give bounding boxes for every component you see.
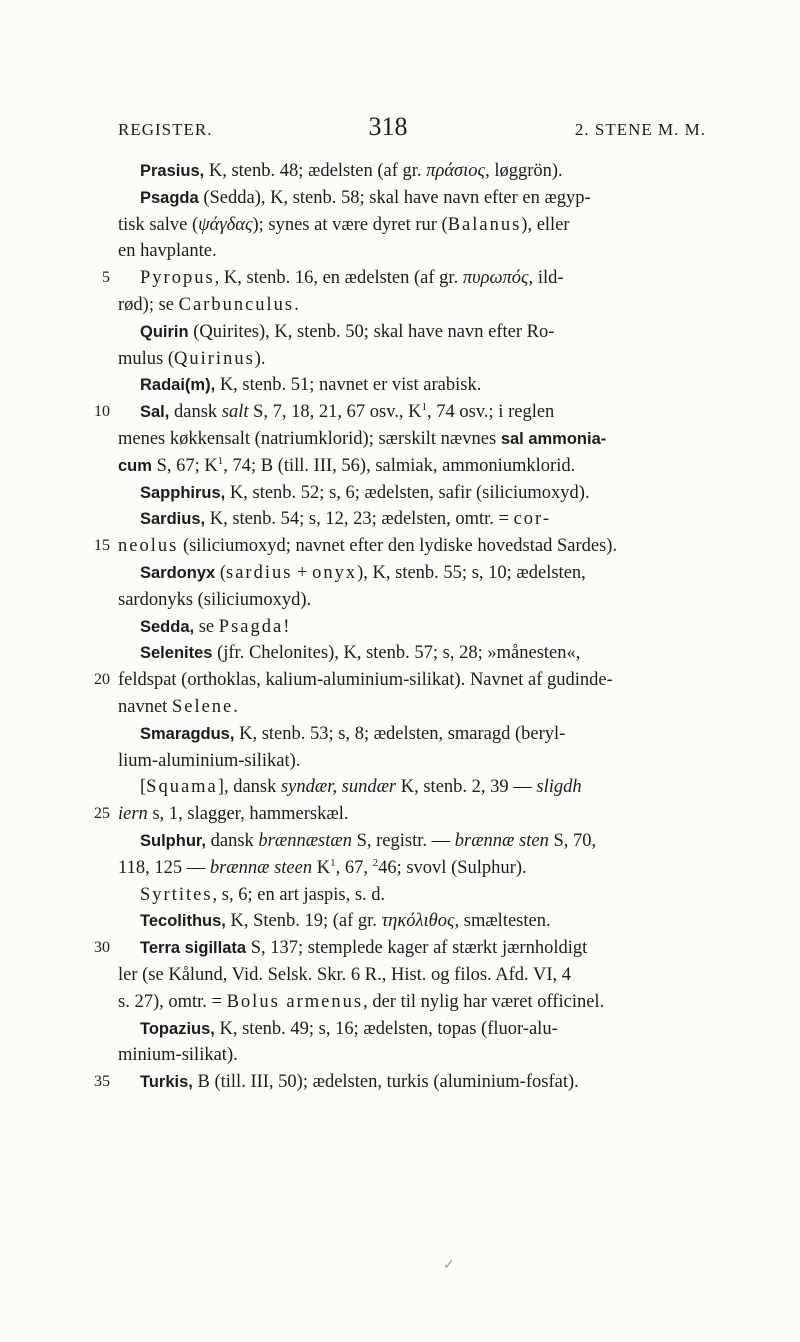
text-line [118, 587, 708, 614]
spaced-text: neolus [118, 536, 179, 557]
text-line [118, 480, 708, 507]
headword: Sapphirus, [140, 483, 226, 502]
text-segment: smæltesten. [459, 911, 551, 932]
italic-text: πράσιος, [426, 161, 490, 181]
text-segment: K, stenb. 51; navnet er vist arabisk. [215, 375, 482, 396]
text-segment: løggrön). [489, 161, 563, 181]
spaced-text: cor- [513, 509, 552, 530]
text-segment: ild- [533, 268, 564, 289]
italic-text: sligdh [536, 777, 582, 798]
headword: Turkis, [140, 1073, 193, 1092]
text-segment: tisk salve ( [118, 214, 199, 235]
text-line [94, 935, 708, 962]
italic-text: salt [221, 402, 249, 423]
line-number: 20 [94, 671, 110, 689]
text-segment: S, 67; K [151, 455, 218, 476]
text-segment: ! [283, 616, 290, 637]
superscript: 2 [372, 856, 379, 869]
italic-text: iern [118, 804, 148, 825]
text-line [118, 426, 708, 453]
headword: Sulphur, [140, 831, 206, 850]
spaced-text: Pyropus [140, 268, 215, 289]
text-line [118, 989, 708, 1016]
text-line [118, 882, 708, 909]
headword: Smaragdus, [140, 724, 235, 743]
italic-text: ψάγδας [198, 214, 253, 235]
text-line [118, 721, 708, 748]
line-number: 25 [94, 805, 110, 823]
text-line [102, 265, 708, 292]
headword: Topazius, [140, 1019, 215, 1038]
headword: Prasius, [140, 162, 205, 180]
text-line [118, 614, 708, 641]
text-segment: ), eller [521, 214, 570, 235]
text-segment: ); synes at være dyret rur ( [252, 214, 448, 235]
running-head-right: 2. STENE M. M. [574, 120, 706, 139]
text-segment: ler (se Kålund, Vid. Selsk. Skr. 6 R., Hist. og filos. Afd. VI, 4 [118, 964, 571, 985]
text-line [118, 855, 708, 882]
spaced-text: Squama [146, 777, 218, 798]
text-segment: ], dansk [217, 777, 281, 798]
text-segment: lium-aluminium-silikat). [118, 750, 301, 771]
text-segment: S, registr. — [351, 830, 455, 851]
headword: Sedda, [140, 617, 195, 636]
headword: Selenites [140, 644, 213, 663]
text-segment: (Quirites), K, stenb. 50; skal have navn efter Ro- [188, 321, 555, 342]
text-segment: ). [254, 348, 266, 369]
text-line [94, 399, 708, 426]
text-line [118, 748, 708, 775]
text-segment: , 74; B (till. III, 56), salmiak, ammoniumklorid. [223, 455, 576, 476]
spaced-text: Selene [171, 696, 234, 717]
text-line [118, 694, 708, 721]
italic-text: syndær, sundær [280, 777, 397, 798]
text-line [94, 533, 708, 560]
text-segment: , der til nylig har været officinel. [363, 991, 605, 1012]
text-line [118, 453, 708, 480]
spaced-text: Quirinus [174, 348, 255, 369]
text-line [94, 801, 708, 828]
text-line [118, 372, 708, 399]
text-segment: S, 137; stemplede kager af stærkt jærnholdigt [246, 938, 588, 959]
spaced-text: onyx [312, 562, 358, 583]
text-line [118, 346, 708, 373]
text-segment: K [312, 857, 331, 878]
spaced-text: Syrtites [140, 884, 213, 905]
text-segment: s. 27), omtr. = [118, 991, 227, 1012]
text-segment: . [294, 294, 299, 315]
text-line [118, 1042, 708, 1069]
text-segment: K, stenb. 49; s, 16; ædelsten, topas (fluor-alu- [214, 1018, 558, 1039]
text-segment: se [194, 616, 219, 637]
text-segment: sardonyks (siliciumoxyd). [118, 589, 312, 610]
headword: sal ammonia- [500, 429, 607, 448]
italic-text: brænnæ steen [209, 857, 313, 878]
italic-text: brænnæ sten [454, 830, 549, 851]
text-segment: dansk [169, 402, 222, 423]
superscript: 1 [421, 401, 428, 414]
line-number: 15 [94, 537, 110, 555]
text-segment: . [233, 696, 238, 717]
text-segment: S, 70, [548, 830, 597, 851]
text-line [118, 238, 708, 265]
text-line [118, 640, 708, 667]
text-segment: menes køkkensalt (natriumklorid); særskilt nævnes [118, 428, 501, 449]
text-segment: K, stenb. 54; s, 12, 23; ædelsten, omtr. = [205, 509, 514, 530]
text-segment: K, stenb. 52; s, 6; ædelsten, safir (siliciumoxyd). [225, 482, 590, 503]
superscript: 1 [330, 856, 336, 869]
text-line [118, 774, 708, 801]
headword: Quirin [140, 322, 189, 341]
text-line [118, 1016, 708, 1043]
text-segment: mulus ( [118, 348, 175, 369]
headword: Sardonyx [140, 563, 216, 582]
text-line [118, 506, 708, 533]
text-line [118, 828, 708, 855]
headword: Radai(m), [140, 376, 216, 395]
text-segment: K, Stenb. 19; (af gr. [225, 911, 382, 932]
text-line [118, 962, 708, 989]
text-segment: minium-silikat). [118, 1045, 238, 1066]
text-segment: , 67, [335, 857, 373, 878]
text-segment: ), K, stenb. 55; s, 10; ædelsten, [357, 562, 586, 583]
line-number: 30 [94, 939, 110, 957]
text-line [118, 158, 708, 185]
headword: Psagda [140, 188, 199, 207]
text-segment: , K, stenb. 16, en ædelsten (af gr. [214, 268, 463, 289]
stray-mark: ✓ [443, 1258, 455, 1273]
text-segment: K, stenb. 48; ædelsten (af gr. [204, 161, 427, 181]
superscript: 1 [217, 454, 224, 467]
page-header [118, 112, 706, 146]
italic-text: πυρωπός, [462, 268, 534, 289]
text-line [118, 908, 708, 935]
headword: cum [118, 456, 152, 475]
running-head-left: REGISTER. [118, 120, 213, 139]
text-segment: + [292, 562, 313, 583]
line-number: 35 [94, 1073, 110, 1091]
spaced-text: Carbunculus [178, 294, 295, 315]
text-segment: B (till. III, 50); ædelsten, turkis (aluminium-fosfat). [192, 1072, 579, 1093]
spaced-text: Psagda [218, 616, 284, 637]
text-segment: s, 1, slagger, hammerskæl. [147, 804, 349, 825]
headword: Sardius, [140, 510, 206, 529]
text-segment: navnet [118, 696, 172, 717]
text-segment: en havplante. [118, 241, 217, 262]
text-segment: [ [140, 777, 147, 798]
headword: Terra sigillata [140, 939, 247, 958]
text-segment: rød); se [118, 294, 179, 315]
text-segment: dansk [206, 830, 259, 851]
headword: Tecolithus, [140, 912, 226, 931]
spaced-text: Balanus [447, 214, 522, 235]
text-segment: 46; svovl (Sulphur). [378, 857, 527, 878]
line-number: 10 [94, 403, 110, 421]
text-line [118, 212, 708, 239]
text-line [118, 319, 708, 346]
register-entries [94, 158, 708, 1096]
headword: Sal, [140, 403, 170, 422]
text-segment: 118, 125 — [118, 857, 210, 878]
text-line [94, 1069, 708, 1096]
text-segment: , s, 6; en art jaspis, s. d. [212, 884, 386, 905]
text-line [118, 560, 708, 587]
page-number: 318 [368, 112, 408, 141]
spaced-text: sardius [226, 562, 293, 583]
text-segment: (Sedda), K, stenb. 58; skal have navn efter en ægyp- [198, 187, 591, 208]
line-number: 5 [102, 269, 110, 287]
text-segment: , 74 osv.; i reglen [427, 402, 555, 423]
text-line [94, 667, 708, 694]
text-line [118, 185, 708, 212]
text-segment: feldspat (orthoklas, kalium-aluminium-silikat). Navnet af gudinde- [118, 670, 613, 691]
spaced-text: Bolus armenus [226, 991, 364, 1012]
text-segment: K, stenb. 2, 39 — [396, 777, 537, 798]
italic-text: brænnæstæn [258, 830, 352, 851]
text-segment: S, 7, 18, 21, 67 osv., K [248, 402, 422, 423]
text-segment: K, stenb. 53; s, 8; ædelsten, smaragd (beryl- [234, 723, 566, 744]
text-segment: ( [215, 562, 226, 583]
text-segment: (jfr. Chelonites), K, stenb. 57; s, 28; »månesten«, [212, 643, 581, 664]
italic-text: τηκόλιθος, [381, 911, 460, 932]
text-line [118, 292, 708, 319]
text-segment: (siliciumoxyd; navnet efter den lydiske hovedstad Sardes). [178, 536, 618, 557]
